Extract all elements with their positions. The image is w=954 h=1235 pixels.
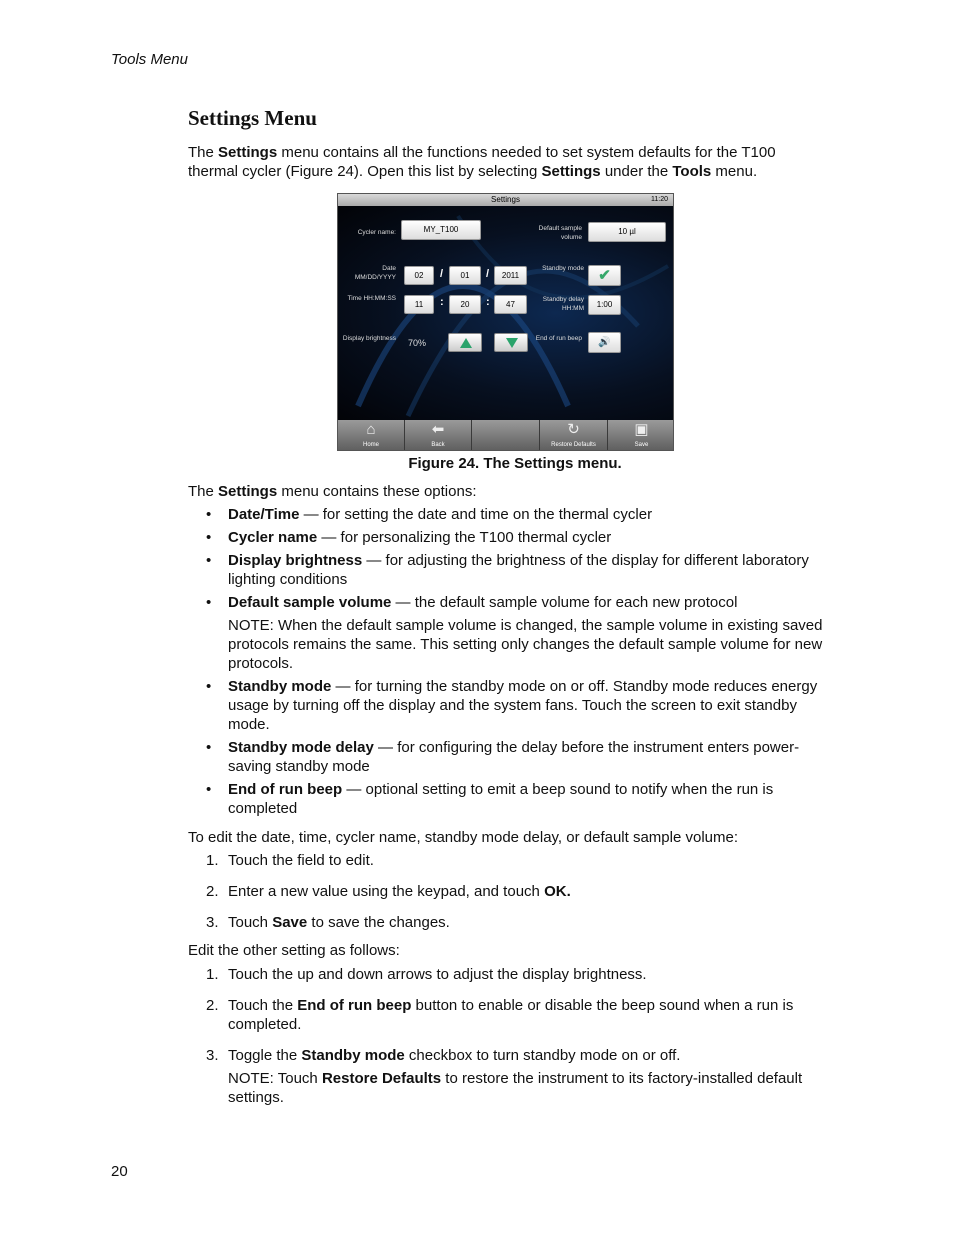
list-item: • Date/Time — for setting the date and time on the thermal cycler xyxy=(206,506,653,523)
save-disk-icon: ▣ xyxy=(634,421,649,438)
note-text: NOTE: When the default sample volume is changed, the sample volume in existing saved protocols remains the same. This setting only changes the default sample volume for new protocols. xyxy=(228,617,823,672)
home-icon: ⌂ xyxy=(366,421,376,438)
refresh-icon: ↻ xyxy=(567,421,580,438)
cycler-name-field[interactable]: MY_T100 xyxy=(401,220,481,240)
save-button[interactable]: ▣ Save xyxy=(608,420,674,450)
end-of-run-beep-button[interactable] xyxy=(588,332,621,353)
list-item: • Display brightness — for adjusting the brightness of the display for different laboratory lighting conditions xyxy=(206,552,809,588)
screen-clock: 11:20 xyxy=(651,196,668,203)
screen-title: Settings xyxy=(491,195,520,204)
list-item: • Default sample volume — the default sample volume for each new protocol NOTE: When the default sample volume is changed, the sample volume in existing saved protocols remains the same. This setting only changes the default sample volume for new protocols. xyxy=(228,593,828,673)
home-button[interactable]: ⌂ Home xyxy=(338,420,405,450)
note-text: NOTE: Touch Restore Defaults to restore the instrument to its factory-installed default settings. xyxy=(228,1070,803,1106)
intro-paragraph: The Settings menu contains all the functions needed to set system defaults for the T100 thermal cycler (Figure 24). Open this list by selecting Settings under the Tools menu. xyxy=(188,144,776,180)
step-item: 3. Touch Save to save the changes. xyxy=(206,914,450,931)
time-separator: : xyxy=(486,296,490,308)
time-second-field[interactable]: 47 xyxy=(494,295,527,314)
cycler-name-label: Cycler name: xyxy=(357,229,396,236)
standby-delay-label: Standby delay HH:MM xyxy=(542,296,584,312)
time-hour-field[interactable]: 11 xyxy=(404,295,434,314)
options-list xyxy=(206,505,828,818)
edit-lead: To edit the date, time, cycler name, standby mode delay, or default sample volume: xyxy=(188,829,739,846)
page-number: 20 xyxy=(111,1163,128,1180)
step-item: 3. Toggle the Standby mode checkbox to turn standby mode on or off. NOTE: Touch Restore Defaults to restore the instrument to its factory-installed default settings. xyxy=(228,1046,828,1107)
arrow-up-icon xyxy=(460,338,472,348)
list-item: • Standby mode — for turning the standby mode on or off. Standby mode reduces energy usage by turning off the display and the system fans. Touch the screen to exit standby mode. xyxy=(206,678,818,733)
empty-toolbar-slot xyxy=(472,420,540,450)
date-month-field[interactable]: 02 xyxy=(404,266,434,285)
brightness-label: Display brightness xyxy=(342,335,396,342)
time-minute-field[interactable]: 20 xyxy=(449,295,481,314)
speaker-icon: 🔊 xyxy=(598,337,611,348)
sample-volume-field[interactable]: 10 µl xyxy=(588,222,666,242)
section-title: Settings Menu xyxy=(188,106,317,130)
other-steps xyxy=(206,965,828,1107)
standby-delay-field[interactable]: 1:00 xyxy=(588,295,621,315)
other-lead: Edit the other setting as follows: xyxy=(188,942,400,959)
date-separator: / xyxy=(440,268,444,280)
step-item: 1. Touch the up and down arrows to adjust the display brightness. xyxy=(206,966,647,983)
running-head: Tools Menu xyxy=(111,51,188,68)
step-item: 1. Touch the field to edit. xyxy=(206,852,374,869)
list-item: • Cycler name — for personalizing the T100 thermal cycler xyxy=(206,529,612,546)
brightness-down-button[interactable] xyxy=(494,333,528,352)
standby-mode-label: Standby mode xyxy=(542,265,584,272)
list-item: • Standby mode delay — for configuring the delay before the instrument enters power-saving standby mode xyxy=(206,739,800,775)
options-lead: The Settings menu contains these options: xyxy=(188,483,477,500)
sample-volume-label: Default sample volume xyxy=(538,225,582,241)
arrow-down-icon xyxy=(506,338,518,348)
date-separator: / xyxy=(486,268,490,280)
step-item: 2. Touch the End of run beep button to enable or disable the beep sound when a run is completed. xyxy=(206,997,794,1033)
figure-caption: Figure 24. The Settings menu. xyxy=(408,455,622,472)
time-label: Time HH:MM:SS xyxy=(347,295,396,302)
step-item: 2. Enter a new value using the keypad, and touch OK. xyxy=(206,883,571,900)
brightness-up-button[interactable] xyxy=(448,333,482,352)
restore-defaults-button[interactable]: ↻ Restore Defaults xyxy=(540,420,608,450)
screen-title-bar xyxy=(338,194,673,206)
end-of-run-beep-label: End of run beep xyxy=(535,335,582,342)
settings-screen-figure xyxy=(337,193,674,451)
date-day-field[interactable]: 01 xyxy=(449,266,481,285)
edit-steps xyxy=(206,851,828,932)
back-button[interactable]: ⬅ Back xyxy=(405,420,472,450)
brightness-value: 70% xyxy=(408,338,427,348)
standby-mode-checkbox[interactable]: ✔ xyxy=(588,265,621,286)
screen-background xyxy=(338,206,673,420)
date-year-field[interactable]: 2011 xyxy=(494,266,527,285)
time-separator: : xyxy=(440,296,444,308)
screen-toolbar xyxy=(338,420,673,451)
date-label: Date MM/DD/YYYY xyxy=(354,265,396,281)
list-item: • End of run beep — optional setting to emit a beep sound to notify when the run is completed xyxy=(206,781,774,817)
back-arrow-icon: ⬅ xyxy=(431,421,445,438)
